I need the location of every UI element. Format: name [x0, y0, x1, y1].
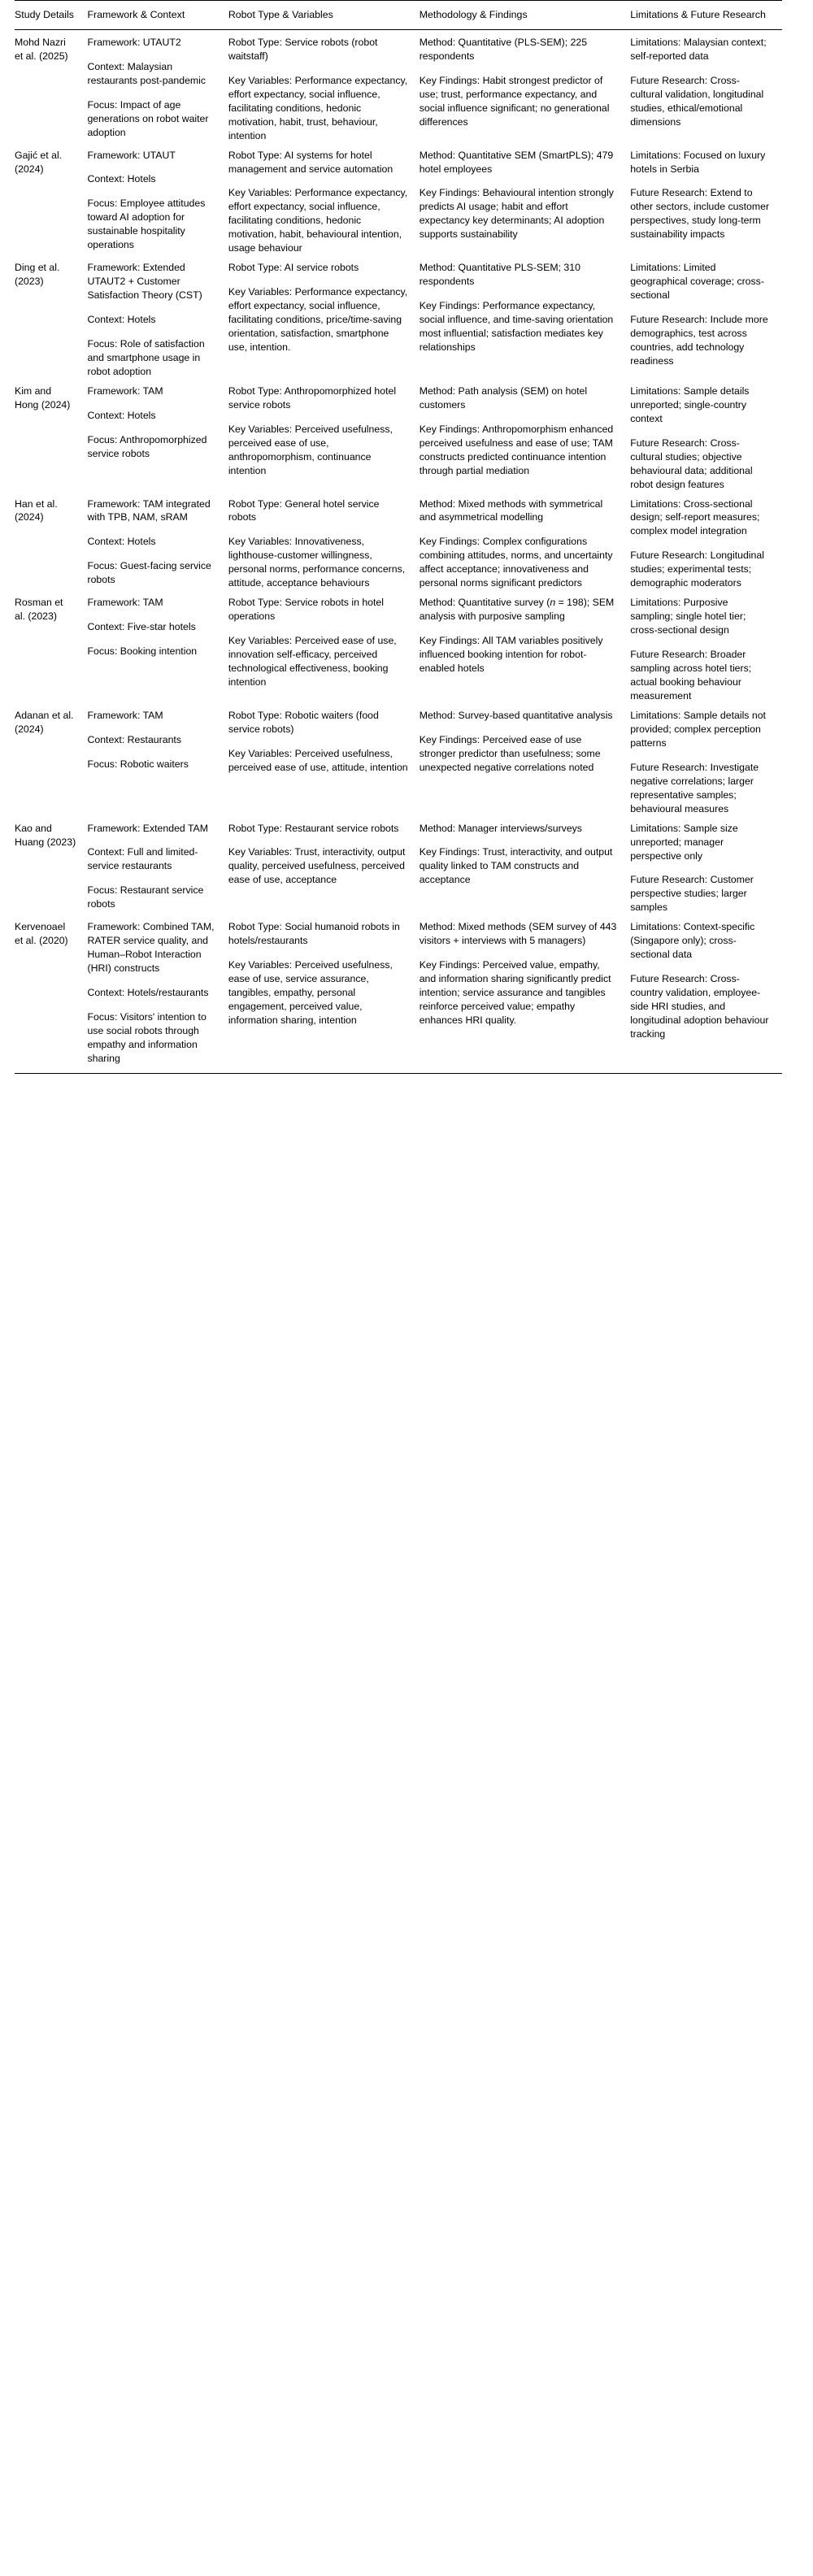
future-research-text: Future Research: Investigate negative correlations; larger representative samples; behavioural measures — [630, 761, 759, 815]
cell-limitations-future — [630, 255, 782, 379]
limitations-text: Limitations: Malaysian context; self-reported data — [630, 36, 767, 62]
study-citation: Mohd Nazri et al. (2025) — [15, 36, 68, 62]
limitations-text: Limitations: Focused on luxury hotels in Serbia — [630, 149, 766, 175]
study-citation: Kervenoael et al. (2020) — [15, 921, 68, 947]
cell-study-details — [15, 816, 87, 915]
table-row — [15, 816, 782, 915]
cell-framework-context — [87, 703, 228, 816]
cell-methodology-findings — [420, 703, 630, 816]
table-row — [15, 255, 782, 379]
future-research-text: Future Research: Include more demographics, test across countries, add technology readiness — [630, 314, 768, 367]
table-row — [15, 143, 782, 256]
framework-text: Framework: Extended TAM — [87, 822, 208, 834]
method-text: Method: Quantitative PLS-SEM; 310 respondents — [419, 262, 580, 288]
cell-study-details — [15, 914, 87, 1073]
limitations-text: Limitations: Sample size unreported; manager perspective only — [630, 822, 738, 862]
key-findings-text: Key Findings: Anthropomorphism enhanced perceived usefulness and ease of use; TAM constructs predicted continuance intention through partial mediation — [419, 423, 614, 476]
key-findings-text: Key Findings: Trust, interactivity, and output quality linked to TAM constructs and acceptance — [419, 846, 613, 886]
future-research-text: Future Research: Longitudinal studies; experimental tests; demographic moderators — [630, 550, 764, 589]
cell-methodology-findings — [420, 379, 630, 492]
context-text: Context: Hotels/restaurants — [87, 987, 209, 999]
robot-type-text: Robot Type: Service robots in hotel operations — [228, 597, 384, 623]
framework-text: Framework: TAM integrated with TPB, NAM, sRAM — [87, 497, 211, 523]
limitations-text: Limitations: Sample details unreported; single-country context — [630, 384, 750, 424]
study-citation: Rosman et al. (2023) — [15, 597, 63, 623]
cell-methodology-findings — [420, 590, 630, 703]
cell-limitations-future — [630, 29, 782, 142]
context-text: Context: Malaysian restaurants post-pandemic — [87, 60, 207, 86]
key-variables-text: Key Variables: Perceived usefulness, perceived ease of use, attitude, intention — [228, 747, 408, 773]
method-text: Method: Quantitative (PLS-SEM); 225 respondents — [419, 36, 588, 62]
study-citation: Han et al. (2024) — [15, 497, 58, 523]
key-findings-text: Key Findings: Perceived value, empathy, and information sharing significantly predict intention; service assurance and tangibles reinforce perceived value; empathy enhances HRI quality. — [419, 959, 611, 1027]
future-research-text: Future Research: Cross-cultural studies; objective behavioural data; additional robot design features — [630, 437, 753, 490]
limitations-text: Limitations: Context-specific (Singapore only); cross-sectional data — [630, 921, 755, 961]
focus-text: Focus: Role of satisfaction and smartphone usage in robot adoption — [87, 337, 205, 377]
robot-type-text: Robot Type: AI service robots — [228, 262, 359, 274]
framework-text: Framework: TAM — [87, 384, 163, 397]
cell-methodology-findings — [420, 143, 630, 256]
limitations-text: Limitations: Cross-sectional design; self-report measures; complex model integration — [630, 497, 760, 537]
cell-framework-context — [87, 590, 228, 703]
table-header-row — [15, 1, 782, 30]
cell-robot-type-variables — [228, 590, 420, 703]
framework-text: Framework: Combined TAM, RATER service quality, and Human–Robot Interaction (HRI) constructs — [87, 921, 215, 975]
cell-robot-type-variables — [228, 379, 420, 492]
framework-text: Framework: TAM — [87, 709, 163, 721]
column-header-limitations-future-research: Limitations & Future Research — [630, 9, 766, 20]
cell-robot-type-variables — [228, 29, 420, 142]
focus-text: Focus: Anthropomorphized service robots — [87, 433, 207, 459]
key-findings-text: Key Findings: Performance expectancy, social influence, and time-saving orientation most influential; satisfaction mediates key relationships — [419, 300, 614, 353]
framework-text: Framework: TAM — [87, 597, 163, 609]
table-row — [15, 914, 782, 1073]
future-research-text: Future Research: Extend to other sectors, include customer perspectives, study long-term sustainability impacts — [630, 187, 770, 241]
key-variables-text: Key Variables: Perceived usefulness, perceived ease of use, anthropomorphism, continuance intention — [228, 423, 393, 476]
cell-methodology-findings — [420, 255, 630, 379]
robot-type-text: Robot Type: Restaurant service robots — [228, 822, 399, 834]
table-row — [15, 379, 782, 492]
key-findings-text: Key Findings: Behavioural intention strongly predicts AI usage; habit and effort expectancy key determinants; AI adoption supports sustainability — [419, 187, 614, 241]
method-sample-symbol: n — [550, 597, 556, 609]
robot-type-text: Robot Type: Social humanoid robots in hotels/restaurants — [228, 921, 400, 947]
method-text: Method: Path analysis (SEM) on hotel customers — [419, 384, 588, 411]
key-variables-text: Key Variables: Performance expectancy, effort expectancy, social influence, facilitating conditions, hedonic motivation, habit, trust, behaviour, intention — [228, 74, 408, 141]
robot-type-text: Robot Type: Robotic waiters (food service robots) — [228, 709, 379, 735]
method-text — [420, 596, 619, 623]
key-variables-text: Key Variables: Trust, interactivity, output quality, perceived usefulness, perceived ease of use, acceptance — [228, 846, 406, 886]
cell-framework-context — [87, 379, 228, 492]
focus-text: Focus: Visitors' intention to use social robots through empathy and information sharing — [87, 1010, 207, 1064]
study-citation: Gajić et al. (2024) — [15, 149, 63, 175]
cell-framework-context — [87, 255, 228, 379]
key-findings-text: Key Findings: Habit strongest predictor of use; trust, performance expectancy, and social influence significant; no generational differences — [419, 74, 610, 128]
cell-study-details — [15, 492, 87, 591]
method-text-pre: Method: Quantitative survey ( — [419, 597, 550, 609]
cell-study-details — [15, 143, 87, 256]
robot-type-text: Robot Type: AI systems for hotel management and service automation — [228, 149, 393, 175]
context-text: Context: Hotels — [87, 536, 156, 548]
key-findings-text: Key Findings: All TAM variables positively influenced booking intention for robot-enabled hotels — [419, 635, 603, 675]
method-text: Method: Survey-based quantitative analysis — [419, 709, 613, 721]
table-row — [15, 492, 782, 591]
cell-framework-context — [87, 29, 228, 142]
cell-limitations-future — [630, 379, 782, 492]
table-body — [15, 29, 782, 1073]
robot-type-text: Robot Type: General hotel service robots — [228, 497, 380, 523]
cell-robot-type-variables — [228, 816, 420, 915]
cell-robot-type-variables — [228, 255, 420, 379]
cell-study-details — [15, 255, 87, 379]
method-text-post: = 198); SEM analysis with purposive sampling — [419, 597, 615, 623]
context-text: Context: Hotels — [87, 409, 156, 421]
limitations-text: Limitations: Sample details not provided; complex perception patterns — [630, 709, 766, 749]
key-variables-text: Key Variables: Performance expectancy, effort expectancy, social influence, facilitating conditions, price/time-saving orientation, satisfaction, smartphone use, intention. — [228, 286, 408, 353]
key-variables-text: Key Variables: Innovativeness, lighthouse-customer willingness, personal norms, performance concerns, attitude, acceptance behaviours — [228, 536, 406, 589]
cell-limitations-future — [630, 816, 782, 915]
column-header-methodology-findings: Methodology & Findings — [419, 9, 528, 20]
method-text: Method: Mixed methods (SEM survey of 443 visitors + interviews with 5 managers) — [419, 921, 617, 947]
study-citation: Kim and Hong (2024) — [15, 384, 71, 411]
cell-methodology-findings — [420, 492, 630, 591]
cell-study-details — [15, 379, 87, 492]
table-row — [15, 703, 782, 816]
cell-limitations-future — [630, 492, 782, 591]
cell-robot-type-variables — [228, 492, 420, 591]
cell-framework-context — [87, 492, 228, 591]
cell-study-details — [15, 29, 87, 142]
robot-type-text: Robot Type: Service robots (robot waitstaff) — [228, 36, 378, 62]
focus-text: Focus: Employee attitudes toward AI adoption for sustainable hospitality operations — [87, 198, 206, 251]
focus-text: Focus: Restaurant service robots — [87, 884, 204, 910]
column-header-study-details: Study Details — [15, 9, 75, 20]
focus-text: Focus: Impact of age generations on robot waiter adoption — [87, 98, 209, 138]
table-row — [15, 590, 782, 703]
key-variables-text: Key Variables: Performance expectancy, effort expectancy, social influence, facilitating conditions, hedonic motivation, habit, behavioural intention, usage behaviour — [228, 187, 408, 254]
focus-text: Focus: Booking intention — [87, 645, 198, 657]
future-research-text: Future Research: Cross-cultural validation, longitudinal studies, ethical/emotional dimensions — [630, 74, 764, 128]
table-row — [15, 29, 782, 142]
future-research-text: Future Research: Customer perspective studies; larger samples — [630, 874, 754, 914]
study-citation: Ding et al. (2023) — [15, 262, 60, 288]
study-citation: Adanan et al. (2024) — [15, 709, 74, 735]
limitations-text: Limitations: Limited geographical coverage; cross-sectional — [630, 262, 764, 302]
cell-study-details — [15, 703, 87, 816]
method-text: Method: Mixed methods with symmetrical and asymmetrical modelling — [419, 497, 603, 523]
study-citation: Kao and Huang (2023) — [15, 822, 76, 848]
key-findings-text: Key Findings: Complex configurations combining attitudes, norms, and uncertainty affect acceptance; innovativeness and personal norms significant predictors — [419, 536, 613, 589]
limitations-text: Limitations: Purposive sampling; single hotel tier; cross-sectional design — [630, 597, 746, 636]
context-text: Context: Five-star hotels — [87, 621, 196, 633]
cell-robot-type-variables — [228, 703, 420, 816]
cell-limitations-future — [630, 590, 782, 703]
column-header-robot-type-variables: Robot Type & Variables — [228, 9, 333, 20]
key-variables-text: Key Variables: Perceived ease of use, innovation self-efficacy, perceived technological effectiveness, booking intention — [228, 635, 397, 688]
method-text: Method: Manager interviews/surveys — [419, 822, 582, 834]
cell-framework-context — [87, 914, 228, 1073]
cell-study-details — [15, 590, 87, 703]
robot-type-text: Robot Type: Anthropomorphized hotel service robots — [228, 384, 397, 411]
cell-limitations-future — [630, 703, 782, 816]
literature-review-table — [15, 0, 782, 1074]
framework-text: Framework: Extended UTAUT2 + Customer Satisfaction Theory (CST) — [87, 262, 202, 302]
context-text: Context: Hotels — [87, 173, 156, 185]
context-text: Context: Restaurants — [87, 733, 181, 745]
cell-limitations-future — [630, 914, 782, 1073]
focus-text: Focus: Guest-facing service robots — [87, 560, 211, 586]
cell-robot-type-variables — [228, 143, 420, 256]
context-text: Context: Full and limited-service restaurants — [87, 846, 198, 872]
cell-framework-context — [87, 143, 228, 256]
framework-text: Framework: UTAUT — [87, 149, 176, 161]
key-variables-text: Key Variables: Perceived usefulness, ease of use, service assurance, tangibles, empathy, personal engagement, perceived value, information sharing, intention — [228, 959, 393, 1027]
table-header — [15, 1, 782, 30]
framework-text: Framework: UTAUT2 — [87, 36, 181, 48]
cell-methodology-findings — [420, 816, 630, 915]
method-text: Method: Quantitative SEM (SmartPLS); 479 hotel employees — [419, 149, 614, 175]
cell-methodology-findings — [420, 914, 630, 1073]
future-research-text: Future Research: Broader sampling across hotel tiers; actual booking behaviour measurement — [630, 649, 752, 702]
cell-framework-context — [87, 816, 228, 915]
column-header-framework-context: Framework & Context — [87, 9, 185, 20]
cell-limitations-future — [630, 143, 782, 256]
context-text: Context: Hotels — [87, 314, 156, 326]
future-research-text: Future Research: Cross-country validation, employee-side HRI studies, and longitudinal adoption behaviour tracking — [630, 973, 769, 1040]
cell-robot-type-variables — [228, 914, 420, 1073]
cell-methodology-findings — [420, 29, 630, 142]
focus-text: Focus: Robotic waiters — [87, 758, 189, 770]
key-findings-text: Key Findings: Perceived ease of use stronger predictor than usefulness; some unexpected negative correlations noted — [419, 733, 601, 773]
